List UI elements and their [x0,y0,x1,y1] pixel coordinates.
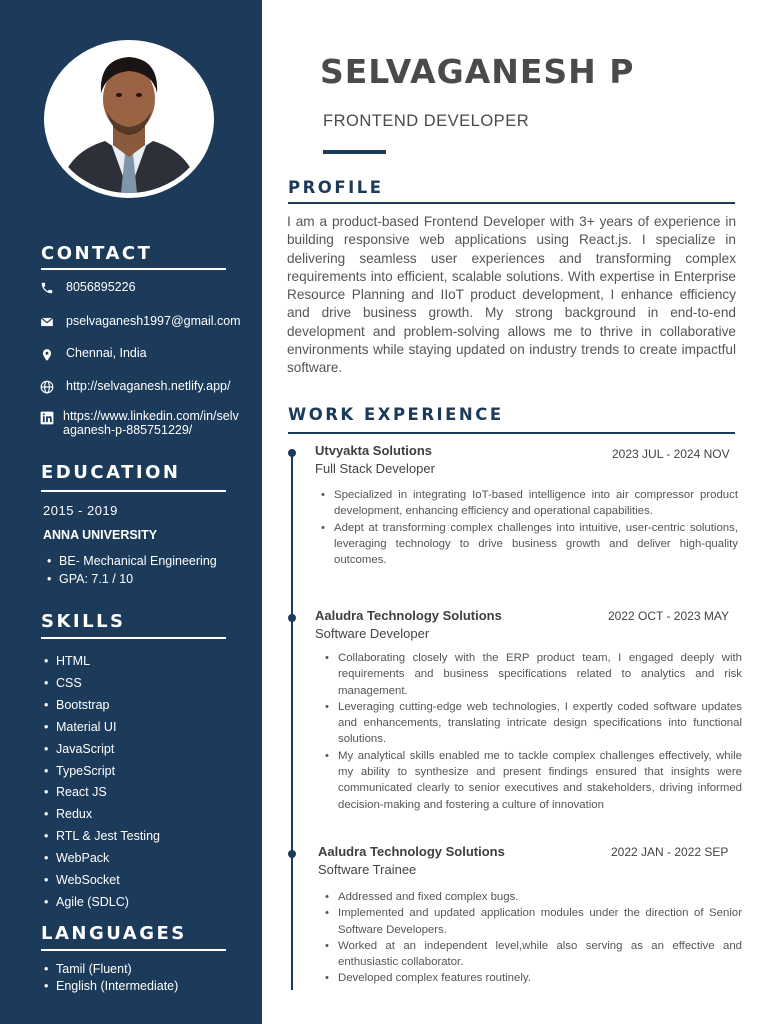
job-title: Software Trainee [318,862,417,877]
contact-location [40,346,147,363]
contact-linkedin[interactable] [40,409,239,437]
skill-item: • Redux [42,804,160,826]
location-pin-icon [40,347,56,363]
job-period: 2022 JAN - 2022 SEP [611,845,729,859]
skill-item: • Bootstrap [42,695,160,717]
email-address: pselvaganesh1997@gmail.com [66,314,241,328]
skills-heading: SKILLS [41,611,126,632]
contact-heading: CONTACT [41,243,153,264]
job-duty: • Leveraging cutting-edge web technologies, I expertly coded software updates and enhancements, translating intricate design specifications into functional solutions. [322,699,742,748]
language-item: • Tamil (Fluent) [42,961,178,978]
role-accent-bar [323,150,386,154]
skill-item: • Material UI [42,717,160,739]
globe-icon [40,380,56,396]
skill-item: • RTL & Jest Testing [42,826,160,848]
skill-item: • TypeScript [42,761,160,783]
job-duties [318,487,738,568]
linkedin-line-2: aganesh-p-885751229/ [63,423,193,437]
location-text: Chennai, India [66,346,147,360]
contact-rule [41,268,226,270]
skill-item: • JavaScript [42,739,160,761]
work-experience-rule [288,432,735,434]
timeline-dot [288,449,296,457]
profile-summary: I am a product-based Frontend Developer with 3+ years of experience in building responsive web applications using React.js. I specialize in delivering seamless user experiences and transforming complex requirements into efficient, scalable solutions. With expertise in Enterprise Resource Planning and IIoT product development, I enhance efficiency and drive business growth. My strong background in end-to-end development and problem-solving allows me to thrive in collaborative environments while staying updated on industry trends to create impactful software. [287,214,736,376]
skills-list [42,651,160,914]
job-duty: • Developed complex features routinely. [322,970,742,986]
education-rule [41,490,226,492]
skill-item: • React JS [42,782,160,804]
skill-item: • CSS [42,673,160,695]
skill-item: • Agile (SDLC) [42,892,160,914]
job-title: Software Developer [315,626,430,641]
job-duty: • Implemented and updated application modules under the direction of Senior Software Developers. [322,905,742,938]
candidate-name: SELVAGANESH P [320,52,635,91]
job-duties [322,650,742,813]
job-duties [322,889,742,987]
contact-email[interactable] [40,314,241,331]
linkedin-icon [40,411,56,427]
education-degree: • BE- Mechanical Engineering [45,552,217,570]
languages-heading: LANGUAGES [41,923,187,944]
job-title: Full Stack Developer [315,461,435,476]
contact-website[interactable] [40,379,230,396]
work-experience-heading: WORK EXPERIENCE [288,405,504,424]
skill-item: • HTML [42,651,160,673]
mail-icon [40,315,56,331]
profile-photo [49,45,209,193]
job-company: Aaludra Technology Solutions [318,844,505,859]
job-company: Utvyakta Solutions [315,443,433,458]
skills-rule [41,637,226,639]
skill-item: • WebSocket [42,870,160,892]
timeline-dot [288,850,296,858]
job-duty: • Adept at transforming complex challenges into intuitive, user-centric solutions, leveraging technology to drive business growth and deliver high-quality outcomes. [318,520,738,569]
linkedin-line-1: https://www.linkedin.com/in/selv [63,409,239,423]
phone-icon [40,281,56,297]
education-heading: EDUCATION [41,462,181,483]
candidate-role: FRONTEND DEVELOPER [323,112,530,130]
profile-heading: PROFILE [288,178,384,197]
job-period: 2022 OCT - 2023 MAY [608,609,729,623]
contact-phone[interactable] [40,280,136,297]
job-company: Aaludra Technology Solutions [315,608,502,623]
languages-rule [41,949,226,951]
job-duty: • Worked at an independent level,while also serving as an effective and enthusiastic collaborator. [322,938,742,971]
education-school: ANNA UNIVERSITY [43,528,158,542]
website-link[interactable]: http://selvaganesh.netlify.app/ [66,379,231,393]
timeline-dot [288,614,296,622]
language-item: • English (Intermediate) [42,978,178,995]
education-gpa: • GPA: 7.1 / 10 [45,570,217,588]
job-duty: • Specialized in integrating IoT-based intelligence into air compressor product development, enhancing efficiency and operational capabilities. [318,487,738,520]
profile-rule [288,202,735,204]
job-duty: • My analytical skills enabled me to tackle complex challenges effectively, while my ability to synthesize and present findings ensured that insights were communicated clearly to senior executives and stakeholders, driving informed decision-making and fostering a culture of innovation [322,748,742,813]
education-years: 2015 - 2019 [43,503,118,518]
linkedin-link[interactable] [63,409,239,437]
job-duty: • Addressed and fixed complex bugs. [322,889,742,905]
experience-timeline [291,450,293,990]
phone-number: 8056895226 [66,280,136,294]
job-period: 2023 JUL - 2024 NOV [612,447,730,461]
job-duty: • Collaborating closely with the ERP product team, I engaged deeply with requirements and business specifications related to analytics and risk management. [322,650,742,699]
sidebar [0,0,262,1024]
skill-item: • WebPack [42,848,160,870]
education-details [45,552,217,588]
languages-list [42,961,178,994]
